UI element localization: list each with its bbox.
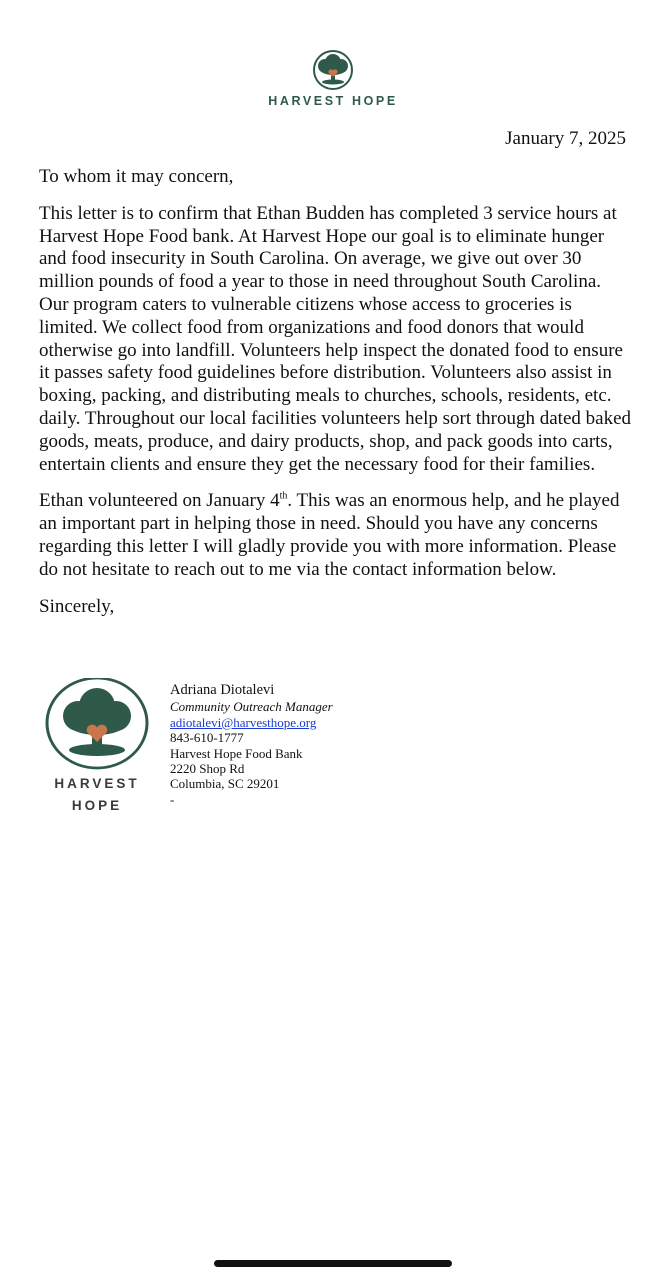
signer-street: 2220 Shop Rd bbox=[170, 761, 245, 777]
paragraph2-end: . This was an enormous help, and he played an important part in helping those in need. Should you have any concerns regarding this letter I will gladly provide you with more information. Please do not hesitate to reach out to me via the contact information below. bbox=[39, 490, 620, 580]
brand-name: HARVEST HOPE bbox=[268, 94, 398, 108]
paragraph2-start: Ethan volunteered on January 4 bbox=[39, 490, 280, 512]
signature-details bbox=[170, 683, 333, 807]
tree-heart-icon bbox=[44, 678, 150, 770]
ordinal-suffix: th bbox=[279, 491, 288, 503]
tree-heart-icon bbox=[309, 50, 357, 90]
paragraph-volunteer-date bbox=[39, 490, 633, 581]
letter-date: January 7, 2025 bbox=[505, 128, 626, 149]
signer-city: Columbia, SC 29201 bbox=[170, 776, 280, 792]
signature-logo bbox=[44, 678, 150, 814]
closing: Sincerely, bbox=[39, 595, 115, 617]
signature-brand-line2: HOPE bbox=[71, 798, 123, 813]
paragraph-confirmation: This letter is to confirm that Ethan Budden has completed 3 service hours at Harvest Hope Food bank. At Harvest Hope our goal is to eliminate hunger and food insecurity in South Carolina. On average, we give out over 30 million pounds of food a year to those in need throughout South Carolina. Our program caters to vulnerable citizens whose access to groceries is limited. We collect food from organizations and food donors that would otherwise go into landfill. Volunteers help inspect the donated food to ensure it passes safety food guidelines before distribution. Volunteers also assist in boxing, packing, and distributing meals to churches, schools, residents, etc. daily. Throughout our local facilities volunteers help sort through dated baked goods, meats, produce, and dairy products, shop, and pack goods into carts, entertain clients and ensure they get the necessary food for their families. bbox=[39, 202, 632, 475]
trailing-mark: - bbox=[170, 791, 175, 807]
signature-brand-line1: HARVEST bbox=[54, 776, 140, 791]
signer-email-link[interactable]: adiotalevi@harvesthope.org bbox=[170, 714, 317, 730]
home-indicator[interactable] bbox=[214, 1260, 452, 1267]
letter-body bbox=[39, 166, 633, 632]
signer-organization: Harvest Hope Food Bank bbox=[170, 745, 303, 761]
signer-phone: 843-610-1777 bbox=[170, 730, 244, 746]
letterhead bbox=[0, 50, 666, 108]
signer-name: Adriana Diotalevi bbox=[170, 682, 275, 698]
signer-title: Community Outreach Manager bbox=[170, 699, 333, 715]
salutation: To whom it may concern, bbox=[39, 166, 234, 187]
